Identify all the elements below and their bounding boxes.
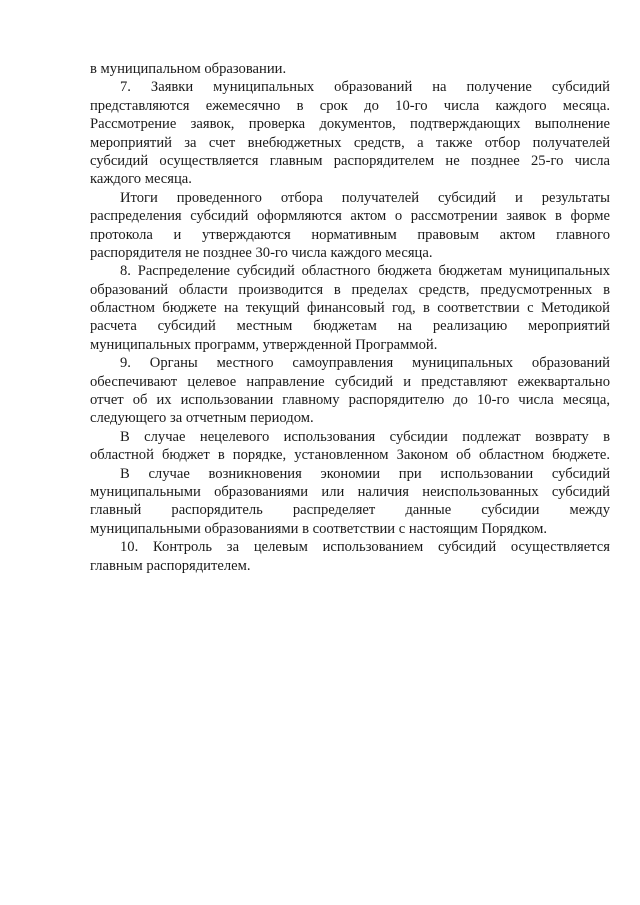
text-line: муниципальными образованиями в соответствии с настоящим Порядком. [90, 520, 548, 537]
text-line: областном бюджете на текущий финансовый год, в соответствии с Методикой [90, 300, 610, 317]
document-page [90, 60, 610, 575]
text-line: главный распорядитель распределяет данные субсидии между [90, 502, 610, 519]
text-line: в муниципальном образовании. [90, 61, 287, 77]
text-line: расчета субсидий местным бюджетам на реализацию мероприятий [90, 318, 610, 335]
text-line: мероприятий за счет внебюджетных средств, а также отбор получателей [90, 134, 610, 151]
text-line: 10. Контроль за целевым использованием субсидий осуществляется [120, 539, 610, 556]
text-line: В случае возникновения экономии при использовании субсидий [120, 465, 610, 482]
text-line: В случае нецелевого использования субсидии подлежат возврату в [120, 428, 610, 445]
text-line: распорядителя не позднее 30-го числа каждого месяца. [90, 244, 433, 261]
text-line: муниципальных программ, утвержденной Программой. [90, 336, 438, 353]
text-line: Итоги проведенного отбора получателей субсидий и результаты [120, 189, 610, 206]
text-line: 8. Распределение субсидий областного бюджета бюджетам муниципальных [120, 263, 610, 280]
text-line: главным распорядителем. [90, 557, 251, 574]
text-line: 9. Органы местного самоуправления муниципальных образований [120, 355, 610, 372]
text-line: следующего за отчетным периодом. [90, 410, 314, 427]
text-line: отчет об их использовании главному распорядителю до 10-го числа месяца, [90, 392, 610, 409]
text-line: образований области производится в пределах средств, предусмотренных в [90, 281, 610, 298]
text-line: областной бюджет в порядке, установленном Законом об областном бюджете. [90, 447, 610, 464]
text-line: обеспечивают целевое направление субсидий и представляют ежеквартально [90, 373, 610, 390]
text-line: каждого месяца. [90, 171, 192, 188]
text-line: муниципальными образованиями или наличия неиспользованных субсидий [90, 483, 610, 500]
text-line: Рассмотрение заявок, проверка документов, подтверждающих выполнение [90, 116, 610, 133]
text-line: протокола и утверждаются нормативным правовым актом главного [90, 226, 610, 243]
text-line: субсидий осуществляется главным распорядителем не позднее 25-го числа [90, 152, 610, 169]
text-line: 7. Заявки муниципальных образований на получение субсидий [120, 79, 610, 96]
text-line: представляются ежемесячно в срок до 10-го числа каждого месяца. [90, 97, 610, 114]
text-line: распределения субсидий оформляются актом о рассмотрении заявок в форме [90, 208, 610, 225]
